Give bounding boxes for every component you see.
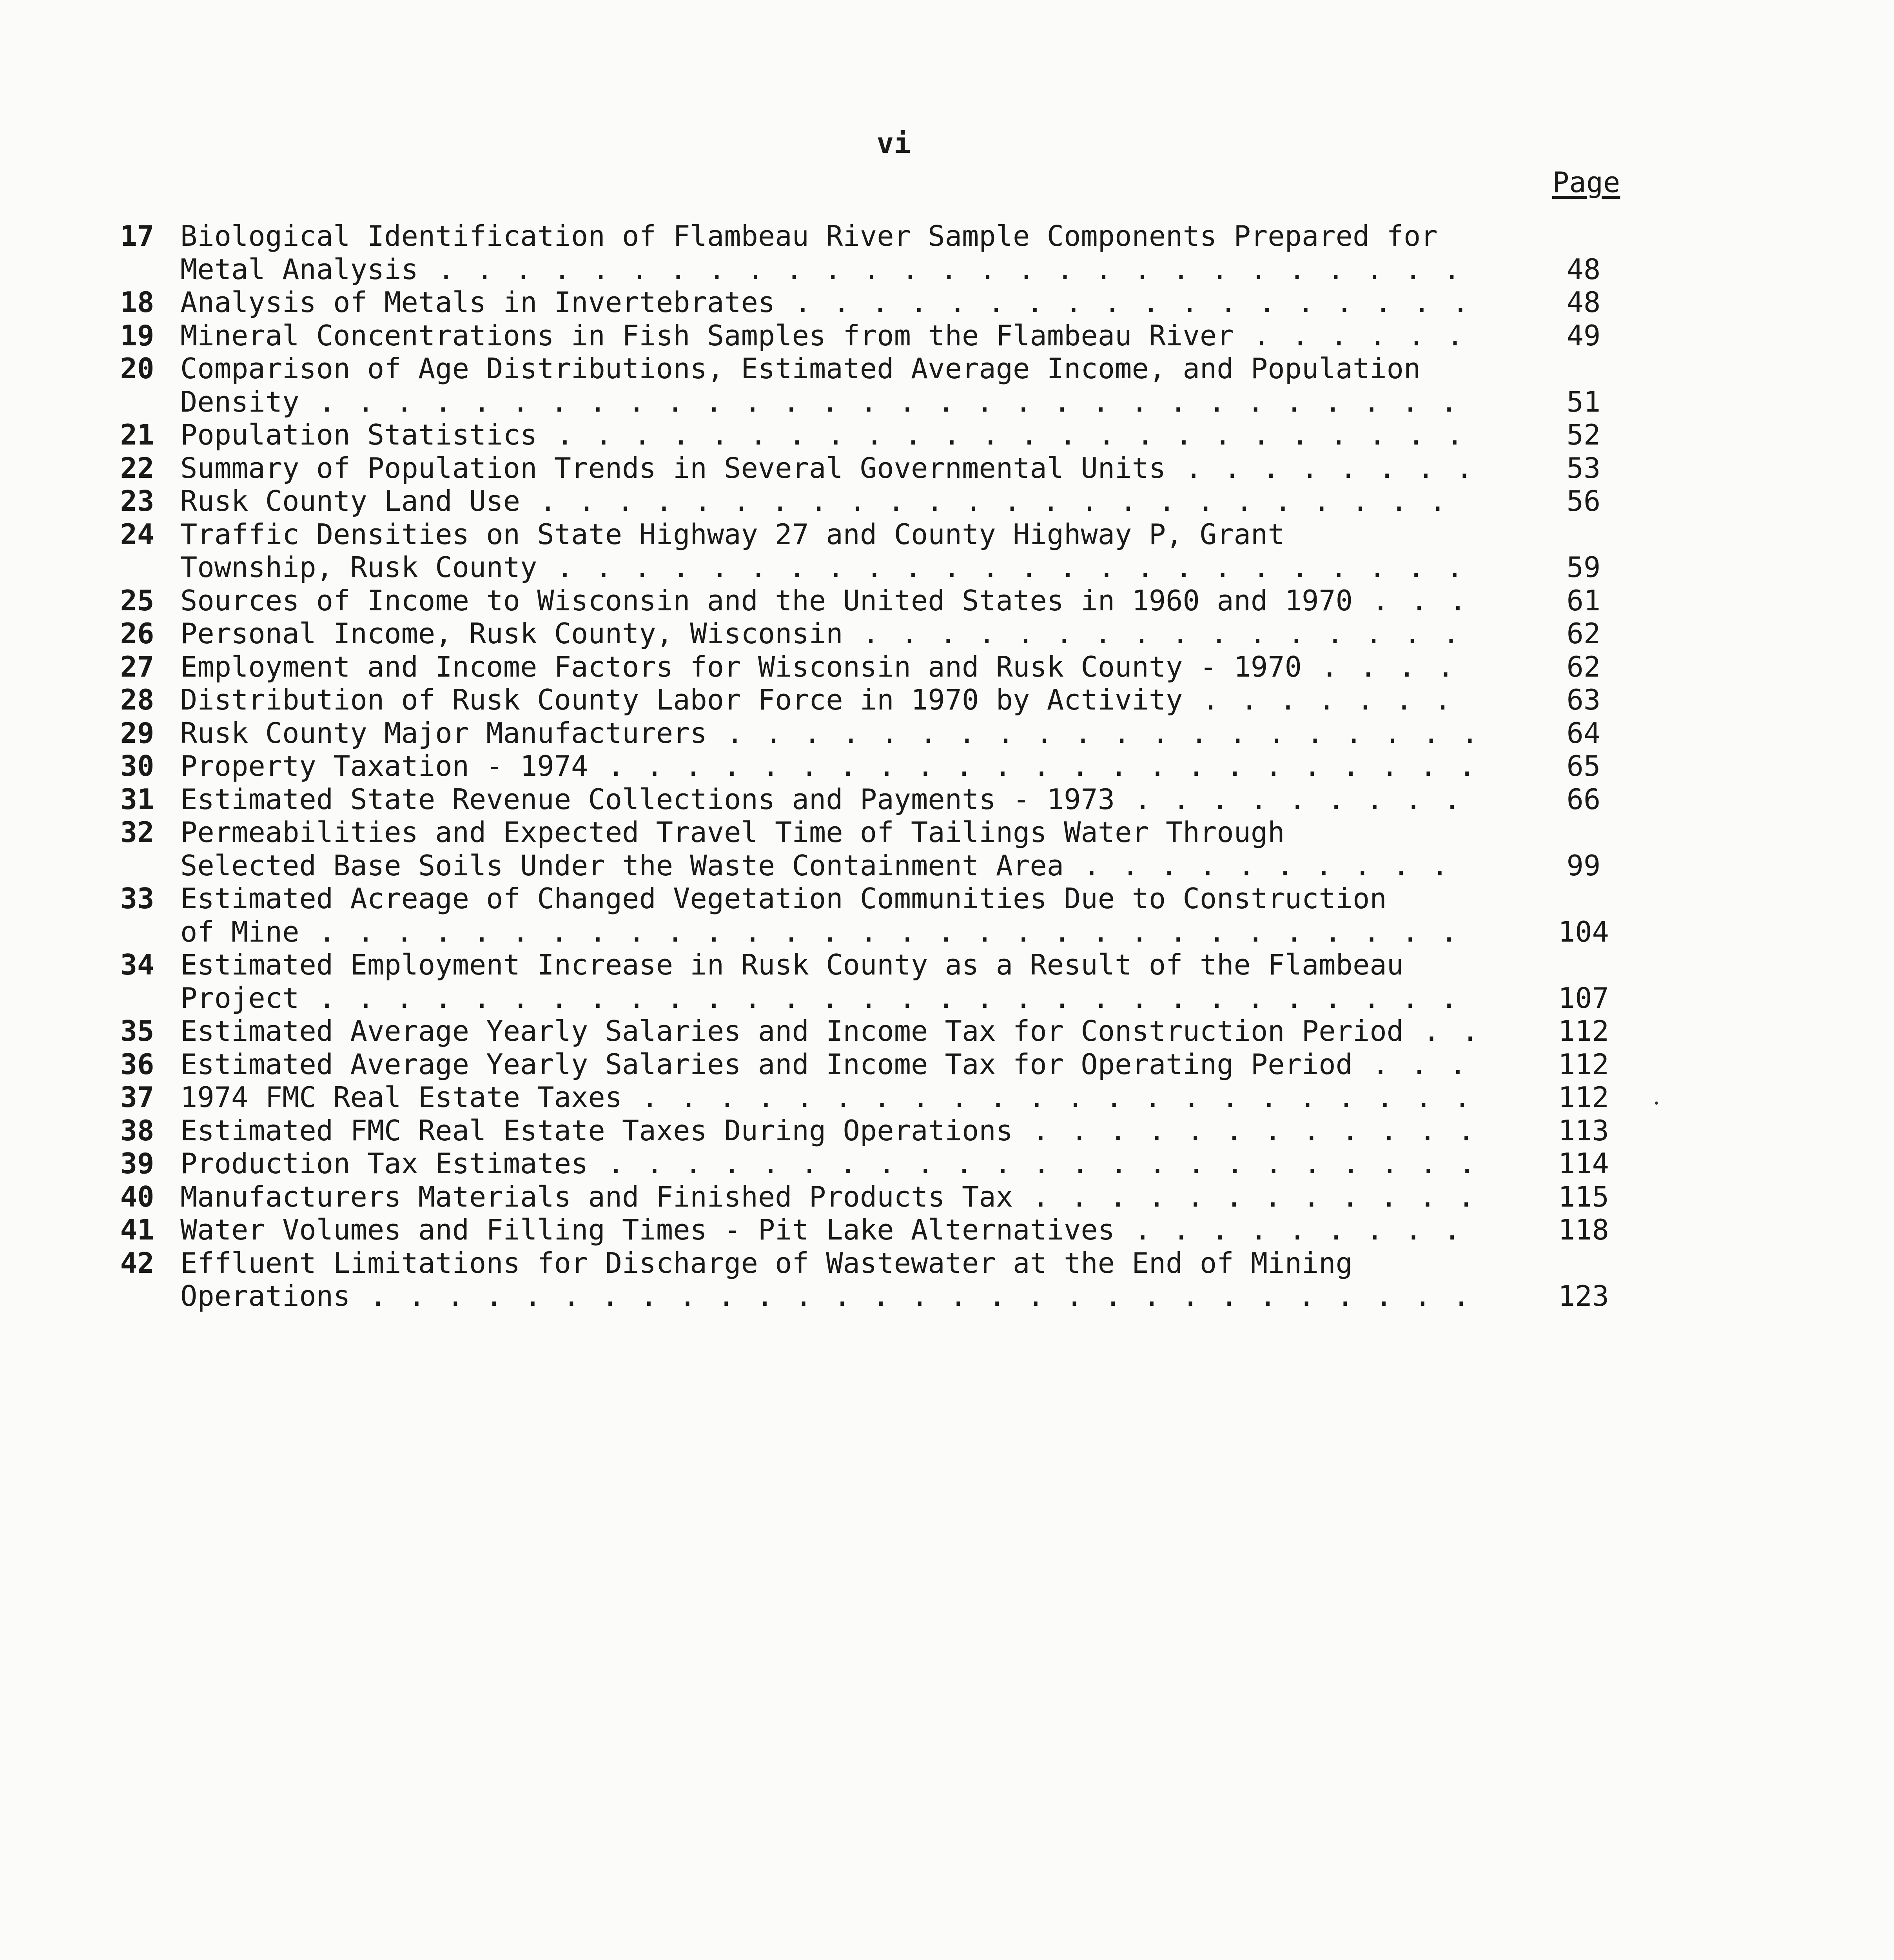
table-title <box>180 1247 1474 1313</box>
page-reference: 62 <box>1566 617 1601 650</box>
toc-entry <box>0 1114 1894 1147</box>
table-number: 26 <box>120 617 154 650</box>
page-column-header: Page <box>1552 166 1620 199</box>
table-title-line: Population Statistics . . . <box>180 418 1474 452</box>
table-title-line: Manufacturers Materials and Finished Products Tax . . . <box>180 1180 1474 1214</box>
toc-entry <box>0 286 1894 319</box>
page-reference: 112 <box>1558 1081 1609 1114</box>
table-title <box>180 452 1474 485</box>
table-title-line: Production Tax Estimates . . . <box>180 1147 1474 1180</box>
page-reference: 48 <box>1566 286 1601 319</box>
table-number: 18 <box>120 286 154 319</box>
table-title-line: Metal Analysis . . . <box>180 253 1474 286</box>
table-title-line: Estimated Average Yearly Salaries and Income Tax for Operating Period . . . <box>180 1048 1474 1081</box>
table-title <box>180 1081 1474 1114</box>
table-title-line: Selected Base Soils Under the Waste Containment Area . . . <box>180 849 1474 882</box>
table-title-line: Summary of Population Trends in Several Governmental Units . . . <box>180 452 1474 485</box>
page-reference: 62 <box>1566 650 1601 683</box>
page-reference: 63 <box>1566 683 1601 716</box>
table-title <box>180 286 1474 319</box>
table-title <box>180 683 1474 717</box>
table-title <box>180 882 1474 948</box>
table-number: 24 <box>120 517 154 551</box>
table-title-line: Distribution of Rusk County Labor Force in 1970 by Activity . . . <box>180 683 1474 717</box>
table-title-line: Estimated Employment Increase in Rusk County as a Result of the Flambeau <box>180 948 1404 981</box>
page-reference: 48 <box>1566 252 1601 286</box>
table-title <box>180 1114 1474 1147</box>
table-title-line: Property Taxation - 1974 . . . <box>180 750 1474 783</box>
page-reference: 104 <box>1558 915 1609 948</box>
toc-entry <box>0 418 1894 452</box>
table-title-line: Analysis of Metals in Invertebrates . . . <box>180 286 1474 319</box>
page-reference: 56 <box>1566 485 1601 517</box>
page-reference: 99 <box>1566 849 1601 882</box>
table-number: 22 <box>120 451 154 485</box>
table-title-line: Project . . . <box>180 982 1474 1015</box>
list-of-tables <box>0 220 1894 1313</box>
table-title-line: Estimated State Revenue Collections and Payments - 1973 . . . <box>180 783 1474 816</box>
table-title-line: Traffic Densities on State Highway 27 and County Highway P, Grant <box>180 517 1285 551</box>
table-number: 41 <box>120 1213 154 1246</box>
table-title <box>180 518 1474 584</box>
table-title-line: Water Volumes and Filling Times - Pit Lake Alternatives . . . <box>180 1213 1474 1247</box>
table-number: 29 <box>120 716 154 750</box>
table-title <box>180 1180 1474 1214</box>
page-reference: 59 <box>1566 551 1601 584</box>
toc-entry <box>0 1180 1894 1214</box>
page-reference: 118 <box>1558 1213 1609 1246</box>
table-title-line: Rusk County Land Use . . . <box>180 485 1474 518</box>
table-number: 21 <box>120 418 154 451</box>
table-title <box>180 319 1474 352</box>
page-reference: 113 <box>1558 1114 1609 1147</box>
toc-entry <box>0 319 1894 352</box>
table-title-line: Employment and Income Factors for Wisconsin and Rusk County - 1970 . . . <box>180 650 1474 684</box>
table-number: 39 <box>120 1147 154 1180</box>
toc-entry <box>0 452 1894 485</box>
table-number: 23 <box>120 485 154 517</box>
page-reference: 52 <box>1566 418 1601 451</box>
page-reference: 123 <box>1558 1279 1609 1312</box>
table-title <box>180 617 1474 650</box>
table-title-line: Density . . . <box>180 385 1474 419</box>
table-number: 25 <box>120 584 154 617</box>
toc-entry <box>0 584 1894 617</box>
toc-entry <box>0 882 1894 948</box>
table-title <box>180 584 1474 617</box>
table-title <box>180 1014 1474 1048</box>
toc-entry <box>0 683 1894 717</box>
page-reference: 115 <box>1558 1180 1609 1213</box>
table-number: 34 <box>120 948 154 981</box>
toc-entry <box>0 220 1894 286</box>
table-title-line: Comparison of Age Distributions, Estimated Average Income, and Population <box>180 352 1421 385</box>
table-number: 33 <box>120 882 154 915</box>
table-title <box>180 352 1474 418</box>
toc-entry <box>0 1147 1894 1180</box>
table-title <box>180 717 1474 750</box>
table-number: 38 <box>120 1114 154 1147</box>
table-number: 28 <box>120 683 154 716</box>
table-number: 30 <box>120 750 154 782</box>
table-title-line: Personal Income, Rusk County, Wisconsin . . . <box>180 617 1474 650</box>
page-reference: 112 <box>1558 1047 1609 1081</box>
table-title-line: Biological Identification of Flambeau River Sample Components Prepared for <box>180 220 1438 252</box>
table-title-line: Permeabilities and Expected Travel Time of Tailings Water Through <box>180 816 1285 849</box>
table-title-line: Sources of Income to Wisconsin and the United States in 1960 and 1970 . . . <box>180 584 1474 617</box>
table-number: 42 <box>120 1246 154 1279</box>
table-title-line: Estimated Acreage of Changed Vegetation Communities Due to Construction <box>180 882 1387 915</box>
table-number: 35 <box>120 1014 154 1047</box>
toc-entry <box>0 650 1894 684</box>
table-title <box>180 948 1474 1014</box>
scan-speck <box>1655 1102 1658 1105</box>
table-title-line: Estimated FMC Real Estate Taxes During Operations . . . <box>180 1114 1474 1147</box>
toc-entry <box>0 1014 1894 1048</box>
page-reference: 112 <box>1558 1014 1609 1047</box>
table-number: 17 <box>120 220 154 252</box>
table-title-line: Mineral Concentrations in Fish Samples from the Flambeau River . . . <box>180 319 1474 352</box>
page-reference: 114 <box>1558 1147 1609 1180</box>
toc-entry <box>0 1048 1894 1081</box>
table-title <box>180 1213 1474 1247</box>
table-number: 19 <box>120 319 154 352</box>
page-reference: 61 <box>1566 584 1601 617</box>
table-title <box>180 418 1474 452</box>
table-title <box>180 220 1474 286</box>
table-title-line: Estimated Average Yearly Salaries and Income Tax for Construction Period . . . <box>180 1014 1474 1048</box>
toc-entry <box>0 485 1894 518</box>
page-reference: 65 <box>1566 750 1601 782</box>
table-title <box>180 485 1474 518</box>
table-number: 20 <box>120 352 154 385</box>
table-title-line: Rusk County Major Manufacturers . . . <box>180 717 1474 750</box>
toc-entry <box>0 1213 1894 1247</box>
page-reference: 107 <box>1558 981 1609 1014</box>
page-reference: 49 <box>1566 319 1601 352</box>
page-number: vi <box>876 127 911 160</box>
table-number: 36 <box>120 1047 154 1081</box>
table-title <box>180 650 1474 684</box>
table-title <box>180 816 1474 882</box>
table-title <box>180 783 1474 816</box>
toc-entry <box>0 1247 1894 1313</box>
page-reference: 51 <box>1566 385 1601 418</box>
toc-entry <box>0 617 1894 650</box>
table-number: 31 <box>120 782 154 816</box>
table-title-line: 1974 FMC Real Estate Taxes . . . <box>180 1081 1474 1114</box>
toc-entry <box>0 750 1894 783</box>
toc-entry <box>0 948 1894 1014</box>
table-number: 37 <box>120 1081 154 1114</box>
table-title <box>180 1048 1474 1081</box>
page-reference: 66 <box>1566 782 1601 816</box>
table-number: 40 <box>120 1180 154 1213</box>
table-title-line: Township, Rusk County . . . <box>180 551 1474 584</box>
table-number: 27 <box>120 650 154 683</box>
table-number: 32 <box>120 816 154 849</box>
table-title-line: Operations . . . <box>180 1279 1474 1313</box>
table-title <box>180 750 1474 783</box>
toc-entry <box>0 816 1894 882</box>
table-title-line: of Mine . . . <box>180 915 1474 949</box>
table-title-line: Effluent Limitations for Discharge of Wastewater at the End of Mining <box>180 1246 1353 1279</box>
toc-entry <box>0 783 1894 816</box>
page-reference: 64 <box>1566 716 1601 750</box>
toc-entry <box>0 717 1894 750</box>
page-reference: 53 <box>1566 451 1601 485</box>
toc-entry <box>0 1081 1894 1114</box>
toc-entry <box>0 518 1894 584</box>
toc-entry <box>0 352 1894 418</box>
table-title <box>180 1147 1474 1180</box>
